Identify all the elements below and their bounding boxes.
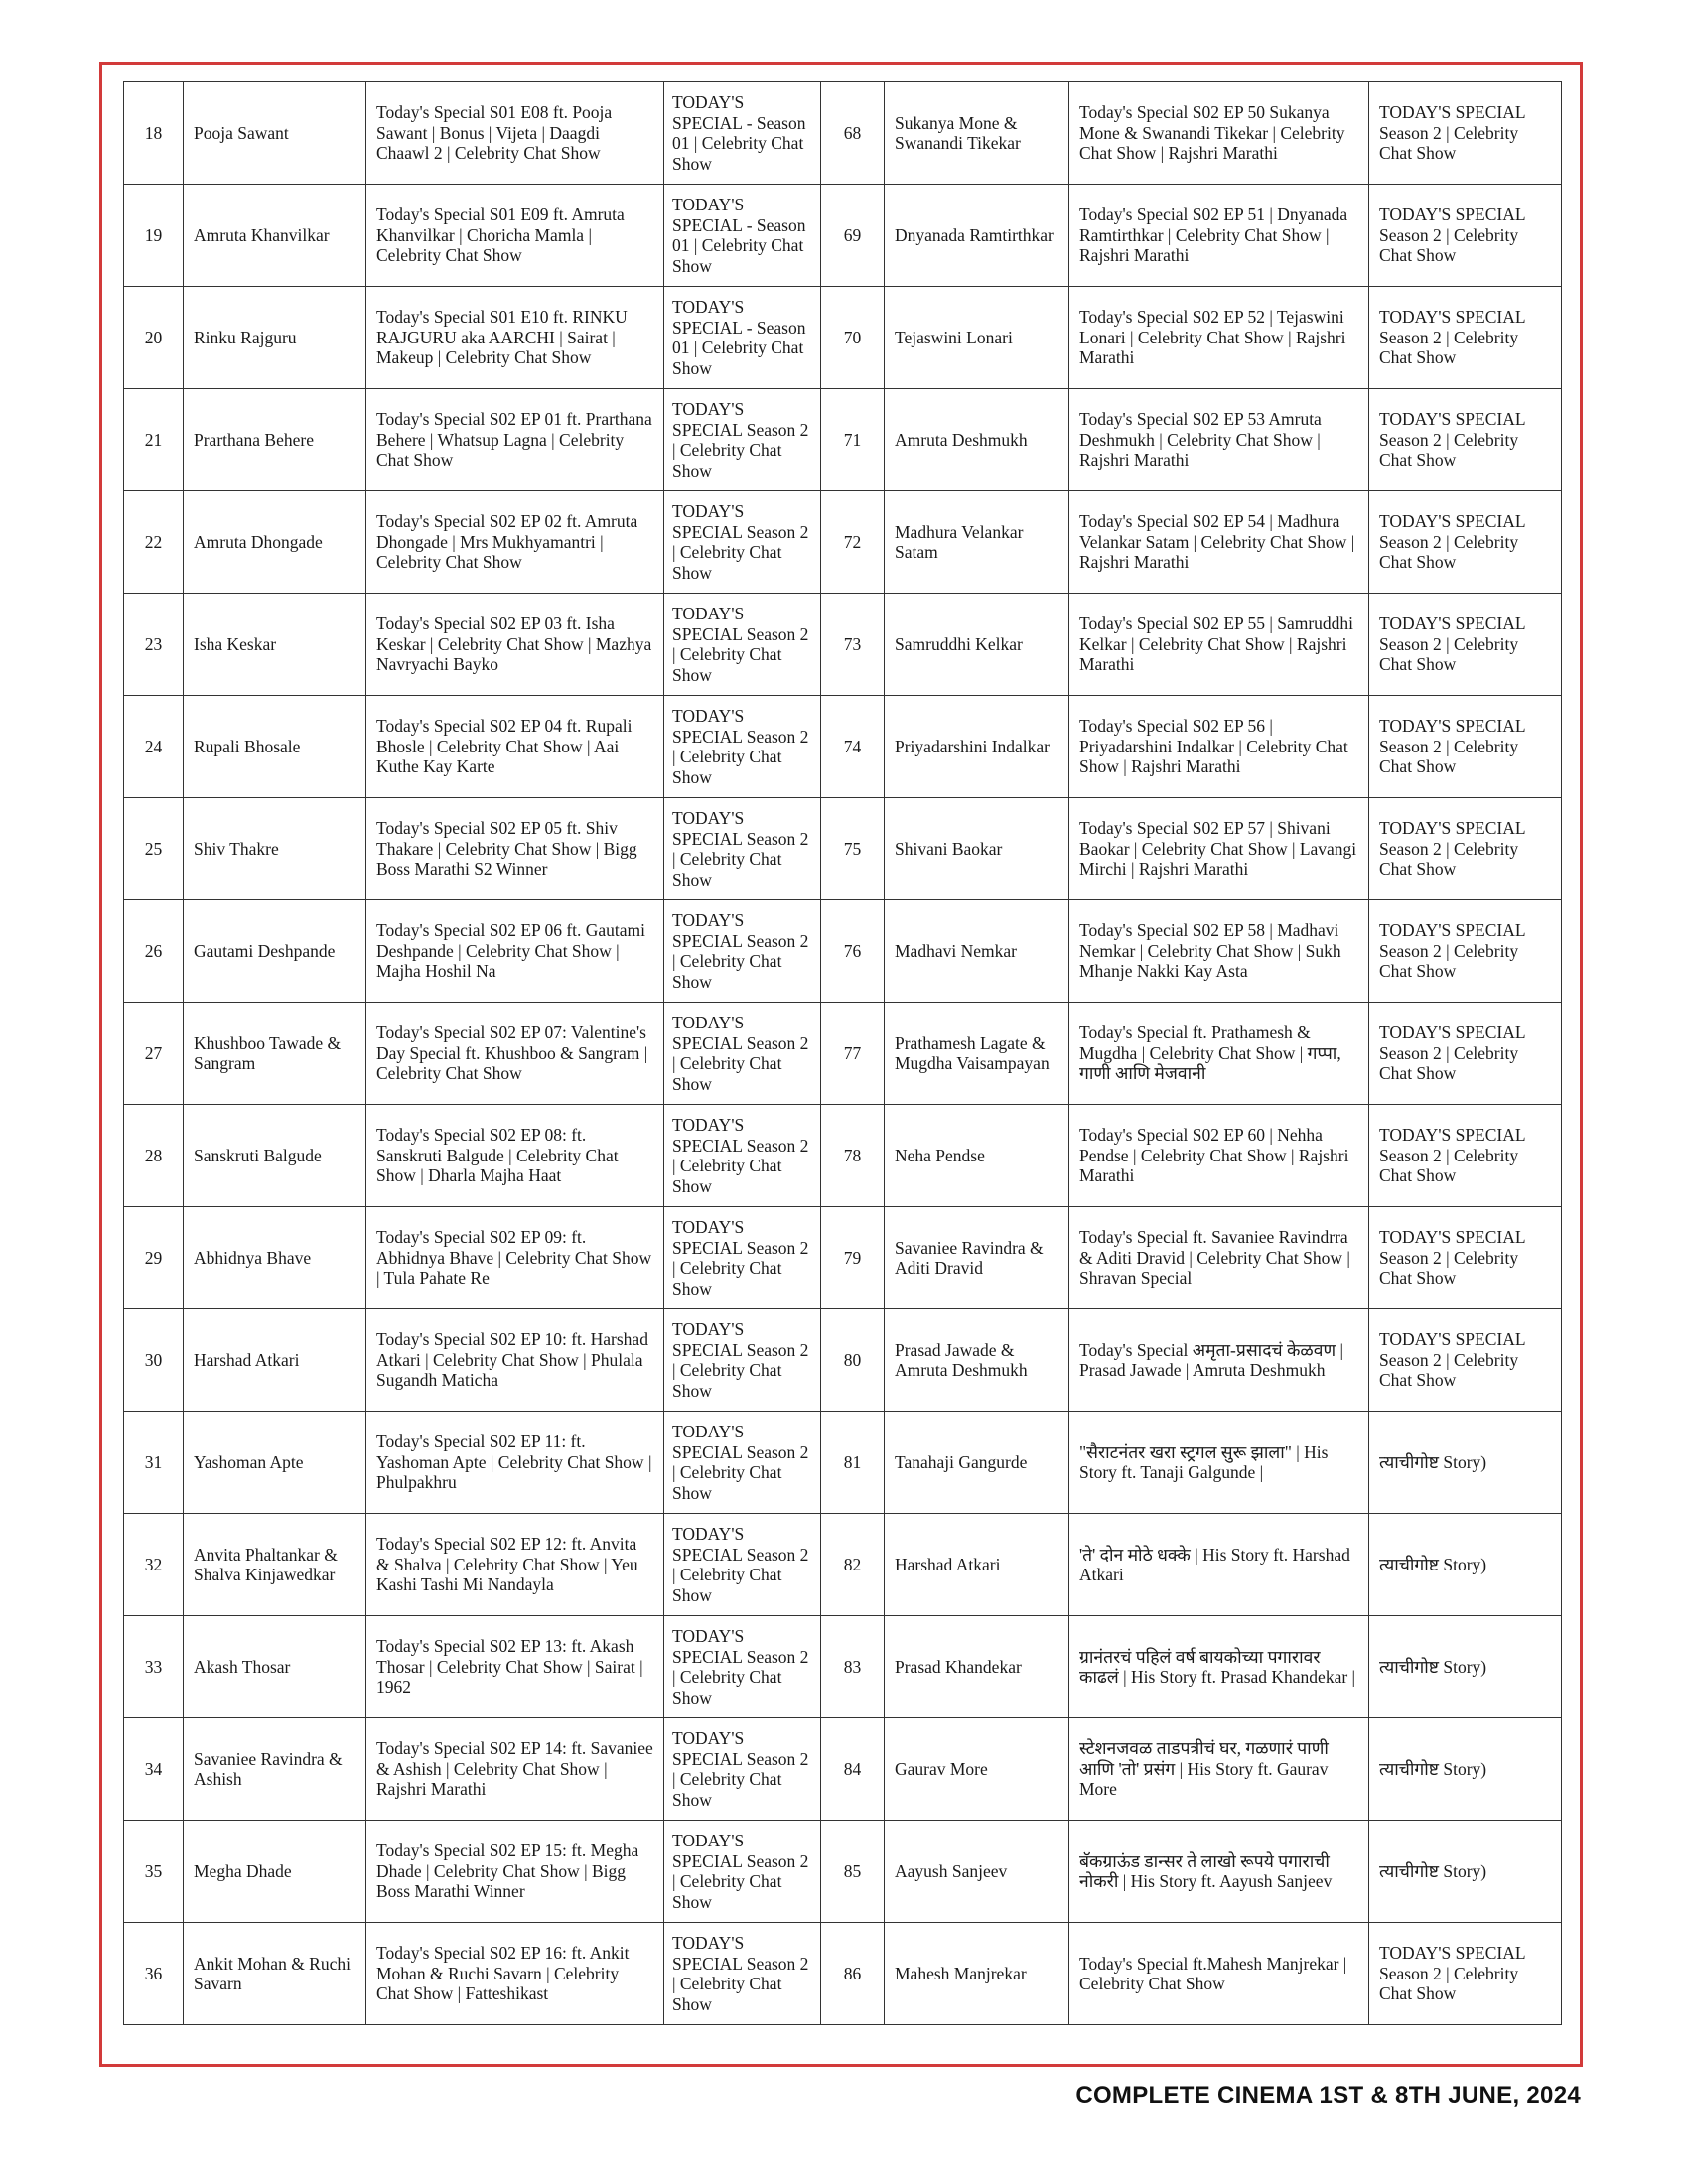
serial-number: 79	[821, 1207, 885, 1309]
serial-number: 33	[124, 1616, 184, 1718]
table-row	[124, 1616, 1562, 1718]
serial-number: 76	[821, 900, 885, 1003]
episode-title: Today's Special S02 EP 12: ft. Anvita & Shalva | Celebrity Chat Show | Yeu Kashi Tashi Mi Nandayla	[366, 1514, 664, 1616]
category-label: TODAY'S SPECIAL Season 2 | Celebrity Chat Show	[1369, 1003, 1562, 1105]
table-row	[124, 798, 1562, 900]
serial-number: 24	[124, 696, 184, 798]
serial-number: 70	[821, 287, 885, 389]
celebrity-name: Amruta Khanvilkar	[184, 185, 366, 287]
episode-title: Today's Special S02 EP 16: ft. Ankit Mohan & Ruchi Savarn | Celebrity Chat Show | Fatteshikast	[366, 1923, 664, 2025]
category-label: TODAY'S SPECIAL Season 2 | Celebrity Chat Show	[1369, 1923, 1562, 2025]
celebrity-name: Amruta Deshmukh	[885, 389, 1069, 491]
serial-number: 78	[821, 1105, 885, 1207]
episode-title: स्टेशनजवळ ताडपत्रीचं घर, गळणारं पाणी आणि 'तो' प्रसंग | His Story ft. Gaurav More	[1069, 1718, 1369, 1821]
serial-number: 82	[821, 1514, 885, 1616]
celebrity-name: Tejaswini Lonari	[885, 287, 1069, 389]
episode-title: Today's Special S02 EP 01 ft. Prarthana Behere | Whatsup Lagna | Celebrity Chat Show	[366, 389, 664, 491]
episode-title: Today's Special S02 EP 57 | Shivani Baokar | Celebrity Chat Show | Lavangi Mirchi | Rajshri Marathi	[1069, 798, 1369, 900]
table-row	[124, 1514, 1562, 1616]
episode-title: Today's Special S02 EP 58 | Madhavi Nemkar | Celebrity Chat Show | Sukh Mhanje Nakki Kay Asta	[1069, 900, 1369, 1003]
episode-title: Today's Special S02 EP 13: ft. Akash Thosar | Celebrity Chat Show | Sairat | 1962	[366, 1616, 664, 1718]
category-label: TODAY'S SPECIAL Season 2 | Celebrity Chat Show	[1369, 491, 1562, 594]
category-label: TODAY'S SPECIAL Season 2 | Celebrity Chat Show	[1369, 185, 1562, 287]
serial-number: 73	[821, 594, 885, 696]
celebrity-name: Sanskruti Balgude	[184, 1105, 366, 1207]
serial-number: 28	[124, 1105, 184, 1207]
serial-number: 31	[124, 1412, 184, 1514]
serial-number: 84	[821, 1718, 885, 1821]
celebrity-name: Prathamesh Lagate & Mugdha Vaisampayan	[885, 1003, 1069, 1105]
celebrity-name: Prasad Jawade & Amruta Deshmukh	[885, 1309, 1069, 1412]
serial-number: 71	[821, 389, 885, 491]
serial-number: 26	[124, 900, 184, 1003]
episode-table	[123, 81, 1562, 2025]
episode-title: Today's Special S02 EP 02 ft. Amruta Dhongade | Mrs Mukhyamantri | Celebrity Chat Show	[366, 491, 664, 594]
celebrity-name: Savaniee Ravindra & Aditi Dravid	[885, 1207, 1069, 1309]
episode-title: Today's Special S01 E08 ft. Pooja Sawant | Bonus | Vijeta | Daagdi Chaawl 2 | Celebrity Chat Show	[366, 82, 664, 185]
celebrity-name: Samruddhi Kelkar	[885, 594, 1069, 696]
celebrity-name: Megha Dhade	[184, 1821, 366, 1923]
celebrity-name: Prarthana Behere	[184, 389, 366, 491]
serial-number: 19	[124, 185, 184, 287]
category-label: TODAY'S SPECIAL Season 2 | Celebrity Chat Show	[1369, 389, 1562, 491]
serial-number: 22	[124, 491, 184, 594]
category-label: TODAY'S SPECIAL Season 2 | Celebrity Chat Show	[1369, 287, 1562, 389]
table-row	[124, 287, 1562, 389]
celebrity-name: Tanahaji Gangurde	[885, 1412, 1069, 1514]
serial-number: 30	[124, 1309, 184, 1412]
table-row	[124, 185, 1562, 287]
table-row	[124, 594, 1562, 696]
celebrity-name: Anvita Phaltankar & Shalva Kinjawedkar	[184, 1514, 366, 1616]
category-label: TODAY'S SPECIAL Season 2 | Celebrity Chat Show	[664, 798, 821, 900]
episode-title: Today's Special S01 E09 ft. Amruta Khanvilkar | Choricha Mamla | Celebrity Chat Show	[366, 185, 664, 287]
serial-number: 75	[821, 798, 885, 900]
celebrity-name: Isha Keskar	[184, 594, 366, 696]
episode-title: Today's Special S02 EP 54 | Madhura Velankar Satam | Celebrity Chat Show | Rajshri Marathi	[1069, 491, 1369, 594]
episode-title: Today's Special ft. Savaniee Ravindrra & Aditi Dravid | Celebrity Chat Show | Shravan Special	[1069, 1207, 1369, 1309]
category-label: TODAY'S SPECIAL - Season 01 | Celebrity Chat Show	[664, 82, 821, 185]
category-label: त्याचीगोष्ट Story)	[1369, 1412, 1562, 1514]
celebrity-name: Pooja Sawant	[184, 82, 366, 185]
serial-number: 27	[124, 1003, 184, 1105]
episode-title: Today's Special अमृता-प्रसादचं केळवण | Prasad Jawade | Amruta Deshmukh	[1069, 1309, 1369, 1412]
episode-title: Today's Special S02 EP 10: ft. Harshad Atkari | Celebrity Chat Show | Phulala Sugandh Maticha	[366, 1309, 664, 1412]
category-label: त्याचीगोष्ट Story)	[1369, 1616, 1562, 1718]
episode-title: Today's Special S02 EP 52 | Tejaswini Lonari | Celebrity Chat Show | Rajshri Marathi	[1069, 287, 1369, 389]
episode-title: Today's Special S02 EP 03 ft. Isha Keskar | Celebrity Chat Show | Mazhya Navryachi Bayko	[366, 594, 664, 696]
celebrity-name: Dnyanada Ramtirthkar	[885, 185, 1069, 287]
celebrity-name: Priyadarshini Indalkar	[885, 696, 1069, 798]
episode-title: Today's Special S02 EP 05 ft. Shiv Thakare | Celebrity Chat Show | Bigg Boss Marathi S2 Winner	[366, 798, 664, 900]
table-row	[124, 82, 1562, 185]
category-label: TODAY'S SPECIAL Season 2 | Celebrity Chat Show	[1369, 1309, 1562, 1412]
table-row	[124, 491, 1562, 594]
celebrity-name: Mahesh Manjrekar	[885, 1923, 1069, 2025]
category-label: त्याचीगोष्ट Story)	[1369, 1514, 1562, 1616]
episode-title: Today's Special ft.Mahesh Manjrekar | Celebrity Chat Show	[1069, 1923, 1369, 2025]
serial-number: 29	[124, 1207, 184, 1309]
episode-title: 'ते' दोन मोठे धक्के | His Story ft. Harshad Atkari	[1069, 1514, 1369, 1616]
category-label: TODAY'S SPECIAL Season 2 | Celebrity Chat Show	[664, 491, 821, 594]
serial-number: 80	[821, 1309, 885, 1412]
celebrity-name: Aayush Sanjeev	[885, 1821, 1069, 1923]
category-label: TODAY'S SPECIAL Season 2 | Celebrity Chat Show	[664, 1309, 821, 1412]
table-row	[124, 900, 1562, 1003]
celebrity-name: Harshad Atkari	[885, 1514, 1069, 1616]
episode-title: Today's Special S02 EP 09: ft. Abhidnya Bhave | Celebrity Chat Show | Tula Pahate Re	[366, 1207, 664, 1309]
serial-number: 72	[821, 491, 885, 594]
celebrity-name: Madhura Velankar Satam	[885, 491, 1069, 594]
category-label: TODAY'S SPECIAL Season 2 | Celebrity Chat Show	[1369, 900, 1562, 1003]
celebrity-name: Ankit Mohan & Ruchi Savarn	[184, 1923, 366, 2025]
celebrity-name: Khushboo Tawade & Sangram	[184, 1003, 366, 1105]
category-label: त्याचीगोष्ट Story)	[1369, 1821, 1562, 1923]
category-label: TODAY'S SPECIAL Season 2 | Celebrity Chat Show	[664, 1105, 821, 1207]
category-label: TODAY'S SPECIAL Season 2 | Celebrity Chat Show	[664, 1616, 821, 1718]
episode-title: Today's Special S02 EP 53 Amruta Deshmukh | Celebrity Chat Show | Rajshri Marathi	[1069, 389, 1369, 491]
category-label: TODAY'S SPECIAL Season 2 | Celebrity Chat Show	[1369, 1105, 1562, 1207]
episode-title: Today's Special S02 EP 55 | Samruddhi Kelkar | Celebrity Chat Show | Rajshri Marathi	[1069, 594, 1369, 696]
serial-number: 69	[821, 185, 885, 287]
table-row	[124, 1105, 1562, 1207]
episode-title: Today's Special S02 EP 06 ft. Gautami Deshpande | Celebrity Chat Show | Majha Hoshil Na	[366, 900, 664, 1003]
episode-title: Today's Special S01 E10 ft. RINKU RAJGURU aka AARCHI | Sairat | Makeup | Celebrity Chat Show	[366, 287, 664, 389]
celebrity-name: Akash Thosar	[184, 1616, 366, 1718]
table-body	[124, 82, 1562, 2025]
celebrity-name: Harshad Atkari	[184, 1309, 366, 1412]
celebrity-name: Yashoman Apte	[184, 1412, 366, 1514]
celebrity-name: Rinku Rajguru	[184, 287, 366, 389]
table-row	[124, 389, 1562, 491]
serial-number: 85	[821, 1821, 885, 1923]
serial-number: 25	[124, 798, 184, 900]
category-label: TODAY'S SPECIAL Season 2 | Celebrity Chat Show	[664, 1514, 821, 1616]
serial-number: 35	[124, 1821, 184, 1923]
table-row	[124, 1207, 1562, 1309]
episode-title: Today's Special S02 EP 15: ft. Megha Dhade | Celebrity Chat Show | Bigg Boss Marathi Winner	[366, 1821, 664, 1923]
category-label: TODAY'S SPECIAL Season 2 | Celebrity Chat Show	[1369, 82, 1562, 185]
episode-title: बॅकग्राऊंड डान्सर ते लाखो रूपये पगाराची नोकरी | His Story ft. Aayush Sanjeev	[1069, 1821, 1369, 1923]
category-label: TODAY'S SPECIAL Season 2 | Celebrity Chat Show	[1369, 594, 1562, 696]
serial-number: 86	[821, 1923, 885, 2025]
episode-title: "सैराटनंतर खरा स्ट्रगल सुरू झाला" | His Story ft. Tanaji Galgunde |	[1069, 1412, 1369, 1514]
serial-number: 77	[821, 1003, 885, 1105]
celebrity-name: Rupali Bhosale	[184, 696, 366, 798]
celebrity-name: Amruta Dhongade	[184, 491, 366, 594]
episode-title: Today's Special S02 EP 08: ft. Sanskruti Balgude | Celebrity Chat Show | Dharla Majha Haat	[366, 1105, 664, 1207]
category-label: TODAY'S SPECIAL Season 2 | Celebrity Chat Show	[664, 594, 821, 696]
episode-title: Today's Special S02 EP 07: Valentine's Day Special ft. Khushboo & Sangram | Celebrity Chat Show	[366, 1003, 664, 1105]
category-label: TODAY'S SPECIAL Season 2 | Celebrity Chat Show	[664, 1412, 821, 1514]
serial-number: 34	[124, 1718, 184, 1821]
category-label: त्याचीगोष्ट Story)	[1369, 1718, 1562, 1821]
celebrity-name: Sukanya Mone & Swanandi Tikekar	[885, 82, 1069, 185]
celebrity-name: Prasad Khandekar	[885, 1616, 1069, 1718]
episode-title: Today's Special S02 EP 60 | Nehha Pendse | Celebrity Chat Show | Rajshri Marathi	[1069, 1105, 1369, 1207]
serial-number: 83	[821, 1616, 885, 1718]
celebrity-name: Abhidnya Bhave	[184, 1207, 366, 1309]
episode-title: Today's Special ft. Prathamesh & Mugdha | Celebrity Chat Show | गप्पा, गाणी आणि मेजवानी	[1069, 1003, 1369, 1105]
table-row	[124, 696, 1562, 798]
episode-title: Today's Special S02 EP 50 Sukanya Mone & Swanandi Tikekar | Celebrity Chat Show | Rajshri Marathi	[1069, 82, 1369, 185]
serial-number: 36	[124, 1923, 184, 2025]
table-row	[124, 1003, 1562, 1105]
serial-number: 68	[821, 82, 885, 185]
celebrity-name: Neha Pendse	[885, 1105, 1069, 1207]
footer-caption: COMPLETE CINEMA 1ST & 8TH JUNE, 2024	[1075, 2082, 1581, 2109]
celebrity-name: Madhavi Nemkar	[885, 900, 1069, 1003]
serial-number: 21	[124, 389, 184, 491]
celebrity-name: Savaniee Ravindra & Ashish	[184, 1718, 366, 1821]
category-label: TODAY'S SPECIAL Season 2 | Celebrity Chat Show	[664, 1207, 821, 1309]
celebrity-name: Gaurav More	[885, 1718, 1069, 1821]
episode-title: Today's Special S02 EP 14: ft. Savaniee & Ashish | Celebrity Chat Show | Rajshri Marathi	[366, 1718, 664, 1821]
category-label: TODAY'S SPECIAL Season 2 | Celebrity Chat Show	[664, 1718, 821, 1821]
celebrity-name: Gautami Deshpande	[184, 900, 366, 1003]
episode-title: Today's Special S02 EP 11: ft. Yashoman Apte | Celebrity Chat Show | Phulpakhru	[366, 1412, 664, 1514]
serial-number: 74	[821, 696, 885, 798]
serial-number: 81	[821, 1412, 885, 1514]
category-label: TODAY'S SPECIAL Season 2 | Celebrity Chat Show	[664, 389, 821, 491]
table-row	[124, 1412, 1562, 1514]
category-label: TODAY'S SPECIAL Season 2 | Celebrity Chat Show	[664, 1821, 821, 1923]
category-label: TODAY'S SPECIAL Season 2 | Celebrity Chat Show	[664, 1923, 821, 2025]
category-label: TODAY'S SPECIAL - Season 01 | Celebrity Chat Show	[664, 287, 821, 389]
celebrity-name: Shiv Thakre	[184, 798, 366, 900]
serial-number: 18	[124, 82, 184, 185]
category-label: TODAY'S SPECIAL Season 2 | Celebrity Chat Show	[664, 900, 821, 1003]
episode-title: Today's Special S02 EP 04 ft. Rupali Bhosle | Celebrity Chat Show | Aai Kuthe Kay Karte	[366, 696, 664, 798]
celebrity-name: Shivani Baokar	[885, 798, 1069, 900]
episode-title: Today's Special S02 EP 51 | Dnyanada Ramtirthkar | Celebrity Chat Show | Rajshri Marathi	[1069, 185, 1369, 287]
category-label: TODAY'S SPECIAL Season 2 | Celebrity Chat Show	[664, 696, 821, 798]
category-label: TODAY'S SPECIAL - Season 01 | Celebrity Chat Show	[664, 185, 821, 287]
table-row	[124, 1718, 1562, 1821]
episode-title: ग्रानंतरचं पहिलं वर्ष बायकोच्या पगारावर काढलं | His Story ft. Prasad Khandekar |	[1069, 1616, 1369, 1718]
episode-title: Today's Special S02 EP 56 | Priyadarshini Indalkar | Celebrity Chat Show | Rajshri Marathi	[1069, 696, 1369, 798]
table-row	[124, 1309, 1562, 1412]
table-row	[124, 1821, 1562, 1923]
table-row	[124, 1923, 1562, 2025]
serial-number: 23	[124, 594, 184, 696]
serial-number: 20	[124, 287, 184, 389]
category-label: TODAY'S SPECIAL Season 2 | Celebrity Chat Show	[1369, 696, 1562, 798]
category-label: TODAY'S SPECIAL Season 2 | Celebrity Chat Show	[1369, 798, 1562, 900]
category-label: TODAY'S SPECIAL Season 2 | Celebrity Chat Show	[1369, 1207, 1562, 1309]
category-label: TODAY'S SPECIAL Season 2 | Celebrity Chat Show	[664, 1003, 821, 1105]
serial-number: 32	[124, 1514, 184, 1616]
